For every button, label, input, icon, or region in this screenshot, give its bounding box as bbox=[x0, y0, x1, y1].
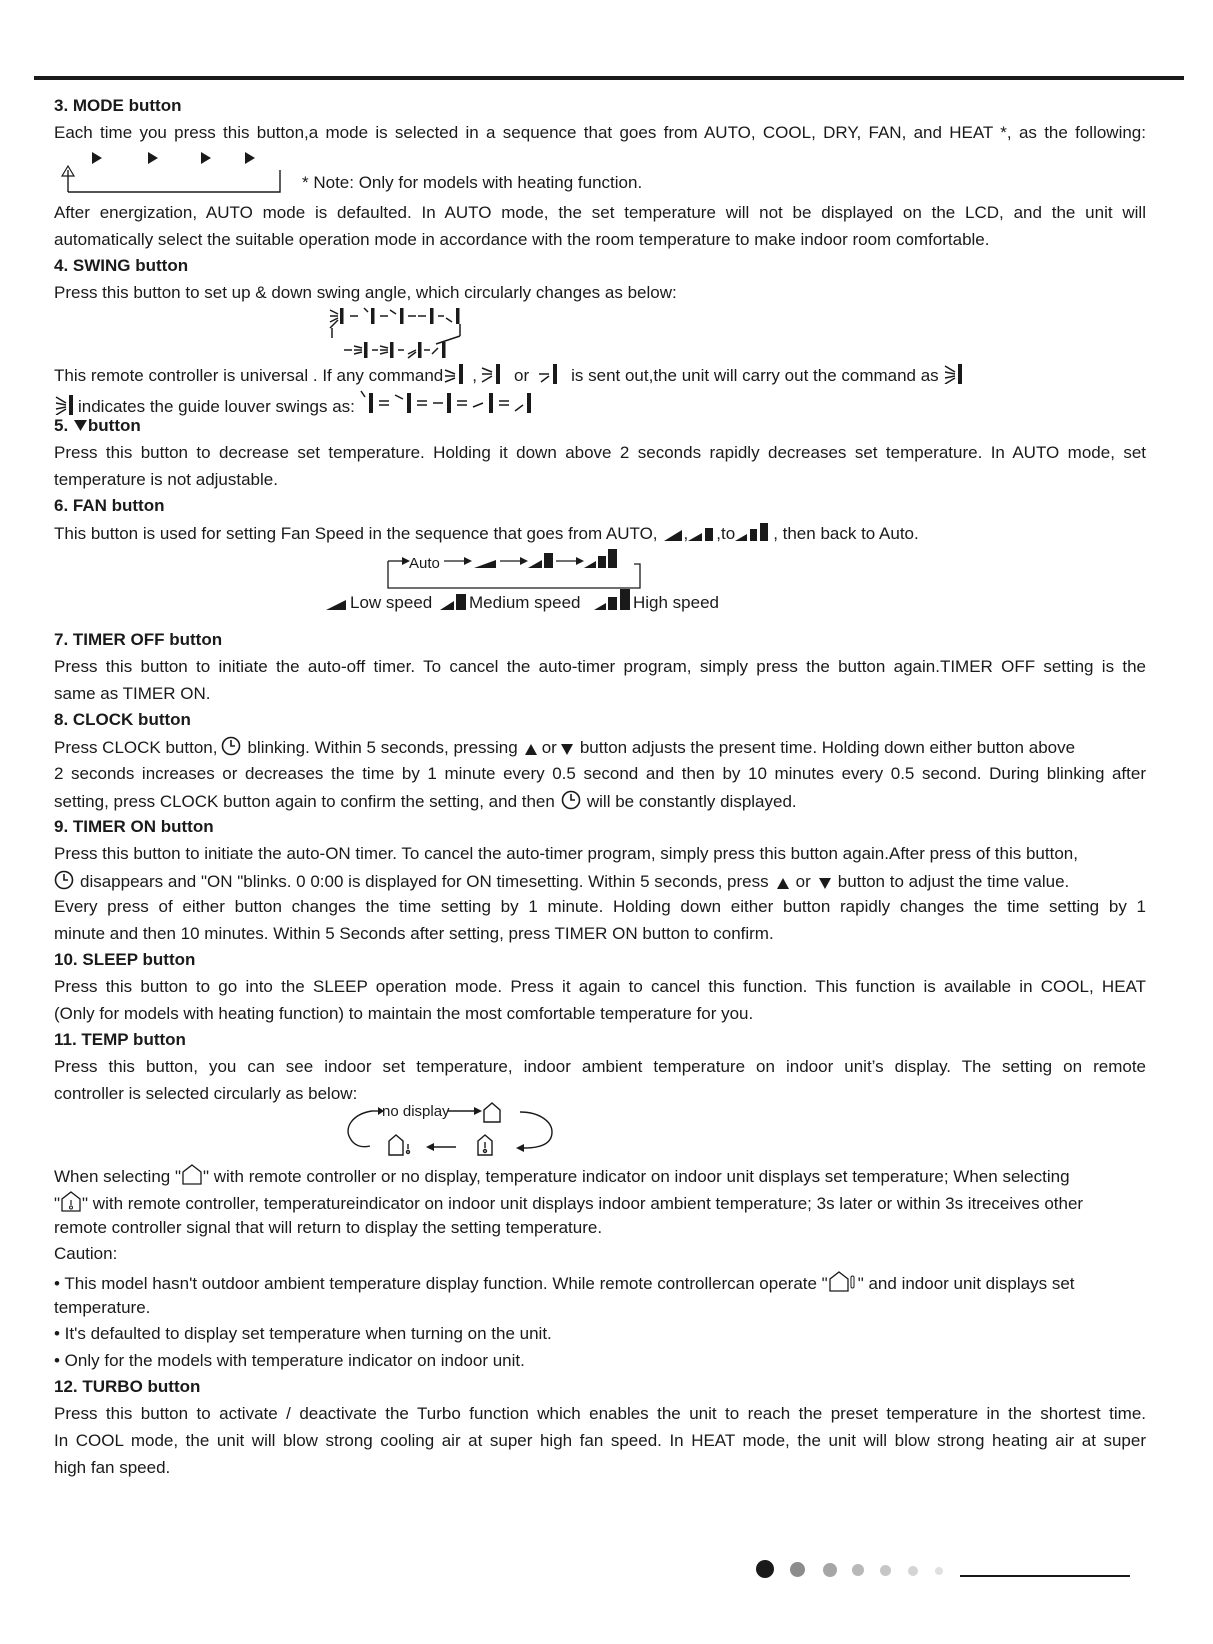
fan-low-icon bbox=[664, 526, 684, 542]
section-5-heading-line: 5. button bbox=[54, 416, 141, 435]
footer-dot-4 bbox=[852, 1564, 864, 1576]
timer-text-c: button to adjust the time value. bbox=[837, 872, 1070, 891]
footer-dot-1 bbox=[756, 1560, 774, 1578]
clock-text-e: setting, press CLOCK button again to confirm the setting, and then bbox=[54, 792, 555, 811]
section-11-para-2: controller is selected circularly as below: bbox=[54, 1084, 358, 1103]
down-triangle-icon bbox=[818, 876, 832, 890]
section-9-para-2 bbox=[54, 870, 1146, 893]
section-7-heading: 7. TIMER OFF button bbox=[54, 630, 223, 649]
footer-dot-6 bbox=[908, 1566, 918, 1576]
swing-guide-icon bbox=[54, 393, 78, 415]
section-8-para-3 bbox=[54, 790, 1146, 813]
section-9-para-1: Press this button to initiate the auto-ON timer. To cancel the auto-timer program, simply press this button again.After press of this button, bbox=[54, 844, 1078, 863]
section-12-para-3: high fan speed. bbox=[54, 1458, 171, 1477]
section-3-para-2: automatically select the suitable operation mode in accordance with the room temperature to make indoor room comfortable. bbox=[54, 230, 990, 249]
section-5-heading: button bbox=[87, 416, 141, 435]
section-12-heading: 12. TURBO button bbox=[54, 1377, 201, 1396]
footer-dot-7 bbox=[935, 1567, 943, 1575]
when-text-d: " with remote controller, temperatureindicator on indoor unit displays indoor ambient temperature; 3s later or within 3s itreceives other bbox=[82, 1194, 1084, 1213]
section-9-heading: 9. TIMER ON button bbox=[54, 817, 214, 836]
louver-swing-sequence-icon bbox=[359, 389, 549, 415]
cycle-high-icon bbox=[608, 549, 617, 568]
section-3-para-1: After energization, AUTO mode is defaulted. In AUTO mode, the set temperature will not be displayed on the LCD, and the unit will bbox=[54, 203, 1146, 222]
section-5-para-2: temperature is not adjustable. bbox=[54, 470, 278, 489]
caution-item-1-cont: temperature. bbox=[54, 1298, 151, 1317]
section-10-heading: 10. SLEEP button bbox=[54, 950, 196, 969]
clock-icon bbox=[54, 870, 74, 890]
up-triangle-icon bbox=[524, 742, 538, 756]
clock-text-b: blinking. Within 5 seconds, pressing bbox=[247, 738, 518, 757]
house-indoor-temp-icon bbox=[60, 1190, 82, 1212]
footer-dot-3 bbox=[823, 1563, 837, 1577]
section-4-intro: Press this button to set up & down swing angle, which circularly changes as below: bbox=[54, 283, 677, 302]
caution-item-3: • Only for the models with temperature indicator on indoor unit. bbox=[54, 1351, 525, 1370]
swing-full-icon bbox=[943, 362, 967, 384]
clock-icon bbox=[561, 790, 581, 810]
footer-dot-5 bbox=[880, 1565, 891, 1576]
temp-cycle-no-display-label: no display bbox=[382, 1103, 450, 1120]
swing-command-icon-b bbox=[480, 362, 506, 384]
fan-text-c: , then back to Auto. bbox=[773, 524, 919, 543]
section-12-para-2: In COOL mode, the unit will blow strong cooling air at super high fan speed. In HEAT mode, the unit will blow strong heating air at super bbox=[54, 1431, 1146, 1450]
cycle-medium-icon bbox=[544, 553, 553, 568]
section-11-when-line-1 bbox=[54, 1163, 1146, 1188]
temp-cycle-diagram bbox=[344, 1100, 560, 1162]
caution-text-b: " and indoor unit displays set bbox=[857, 1274, 1075, 1293]
section-3-heading: 3. MODE button bbox=[54, 96, 182, 115]
swing-command-icon-a bbox=[443, 362, 469, 384]
legend-low-icon bbox=[326, 592, 350, 612]
mode-note: * Note: Only for models with heating function. bbox=[302, 173, 643, 192]
fan-text-b: ,to bbox=[716, 524, 736, 543]
when-text-c: " bbox=[54, 1194, 61, 1213]
guide-text: indicates the guide louver swings as: bbox=[78, 397, 355, 416]
section-6-heading: 6. FAN button bbox=[54, 496, 165, 515]
section-10-para-1: Press this button to go into the SLEEP operation mode. Press it again to cancel this function. This function is available in COOL, HEAT bbox=[54, 977, 1146, 996]
down-triangle-icon bbox=[73, 418, 88, 432]
caution-item-2: • It's defaulted to display set temperature when turning on the unit. bbox=[54, 1324, 552, 1343]
section-11-when-line-3: remote controller signal that will return to display the setting temperature. bbox=[54, 1218, 603, 1237]
clock-text-f: will be constantly displayed. bbox=[586, 792, 797, 811]
legend-medium-icon bbox=[440, 590, 470, 612]
section-8-para-1 bbox=[54, 736, 1146, 759]
section-11-heading: 11. TEMP button bbox=[54, 1030, 186, 1049]
when-text-b: " with remote controller or no display, temperature indicator on indoor unit displays set temperature; When selecting bbox=[203, 1167, 1070, 1186]
fan-high-icon bbox=[735, 522, 773, 542]
section-4-guide-line bbox=[54, 389, 1146, 418]
section-9-para-3: Every press of either button changes the time setting by 1 minute. Holding down either button rapidly changes the time setting by 1 bbox=[54, 897, 1146, 916]
universal-text-a: This remote controller is universal . If any command bbox=[54, 366, 444, 385]
section-8-para-2: 2 seconds increases or decreases the time by 1 minute every 0.5 second and then by 10 minutes every 0.5 second. During blinking after bbox=[54, 764, 1146, 783]
mode-cycle-diagram bbox=[56, 148, 296, 200]
universal-text-c: is sent out,the unit will carry out the command as bbox=[571, 366, 939, 385]
when-text-a: When selecting " bbox=[54, 1167, 181, 1186]
section-7-para-1: Press this button to initiate the auto-off timer. To cancel the auto-timer program, simply press the button again.TIMER OFF setting is the bbox=[54, 657, 1146, 676]
timer-text-a: disappears and "ON "blinks. 0 0:00 is displayed for ON timesetting. Within 5 seconds, press bbox=[80, 872, 769, 891]
section-8-heading: 8. CLOCK button bbox=[54, 710, 191, 729]
section-11-para-1: Press this button, you can see indoor set temperature, indoor ambient temperature on indoor unit’s display. The setting on remote bbox=[54, 1057, 1146, 1076]
mode-arrow-2 bbox=[148, 152, 158, 164]
timer-text-b: or bbox=[795, 872, 811, 891]
swing-cycle-diagram bbox=[326, 306, 486, 368]
footer-rule bbox=[960, 1575, 1130, 1577]
house-icon bbox=[181, 1163, 203, 1185]
section-11-when-line-2 bbox=[54, 1190, 1146, 1215]
house-outdoor-temp-icon bbox=[828, 1270, 858, 1292]
legend-medium-label: Medium speed bbox=[469, 593, 581, 612]
cycle-low-icon bbox=[474, 560, 496, 568]
down-triangle-icon bbox=[560, 742, 574, 756]
legend-high-label: High speed bbox=[633, 593, 720, 612]
fan-cycle-auto-label: Auto bbox=[409, 555, 440, 572]
section-4-heading: 4. SWING button bbox=[54, 256, 189, 275]
fan-text-a: This button is used for setting Fan Speed in the sequence that goes from AUTO, bbox=[54, 524, 658, 543]
section-9-para-4: minute and then 10 minutes. Within 5 Seconds after setting, press TIMER ON button to confirm. bbox=[54, 924, 774, 943]
legend-low-label: Low speed bbox=[350, 593, 433, 612]
top-rule bbox=[34, 76, 1184, 80]
up-triangle-icon bbox=[776, 876, 790, 890]
clock-text-a: Press CLOCK button, bbox=[54, 738, 218, 757]
fan-medium-icon bbox=[688, 524, 716, 542]
universal-text-b: or bbox=[514, 366, 530, 385]
clock-text-c: or bbox=[541, 738, 557, 757]
section-12-para-1: Press this button to activate / deactivate the Turbo function which enables the unit to reach the preset temperature in the shortest time. bbox=[54, 1404, 1146, 1423]
section-7-para-2: same as TIMER ON. bbox=[54, 684, 211, 703]
section-4-universal-line: This remote controller is universal . If any command , or is sent out,the unit will carry out the command as bbox=[54, 362, 1146, 387]
section-3-intro: Each time you press this button,a mode is selected in a sequence that goes from AUTO, COOL, DRY, FAN, and HEAT *, as the following: bbox=[54, 123, 1146, 142]
section-5-para-1: Press this button to decrease set temperature. Holding it down above 2 seconds rapidly decreases set temperature. In AUTO mode, set bbox=[54, 443, 1146, 462]
caution-text-a: • This model hasn't outdoor ambient temperature display function. While remote controllercan operate " bbox=[54, 1274, 828, 1293]
mode-arrow-1 bbox=[92, 152, 102, 164]
section-10-para-2: (Only for models with heating function) to maintain the most comfortable temperature for you. bbox=[54, 1004, 754, 1023]
clock-icon bbox=[221, 736, 241, 756]
mode-arrow-4 bbox=[245, 152, 255, 164]
section-6-para: This button is used for setting Fan Speed in the sequence that goes from AUTO, , ,to , then back to Auto. bbox=[54, 524, 919, 543]
caution-label: Caution: bbox=[54, 1244, 118, 1263]
caution-item-1 bbox=[54, 1270, 1146, 1295]
swing-command-icon-c bbox=[537, 362, 563, 384]
mode-arrow-3 bbox=[201, 152, 211, 164]
clock-text-d: button adjusts the present time. Holding down either button above bbox=[579, 738, 1076, 757]
footer-dot-2 bbox=[790, 1562, 805, 1577]
legend-high-icon bbox=[594, 588, 634, 612]
